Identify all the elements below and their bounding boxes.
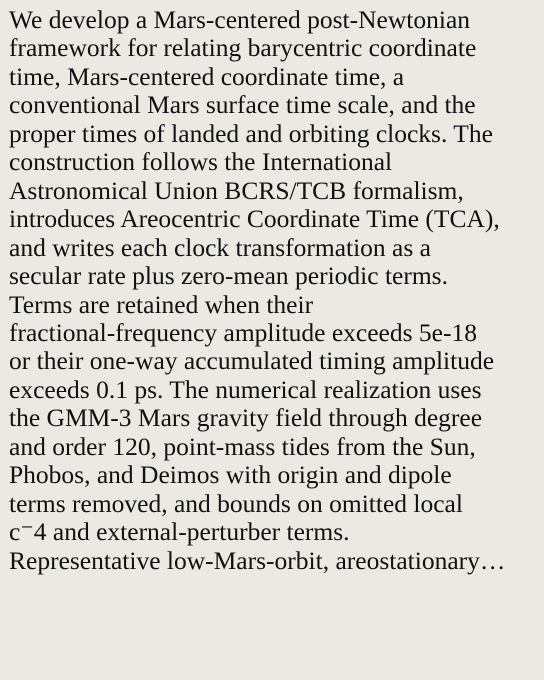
abstract-line: introduces Areocentric Coordinate Time (TCA), [9, 204, 500, 234]
abstract-line: secular rate plus zero-mean periodic terms. [9, 261, 448, 291]
abstract-line: Terms are retained when their [9, 289, 314, 319]
abstract-line: and writes each clock transformation as a [9, 232, 431, 262]
abstract-line: exceeds 0.1 ps. The numerical realization uses [9, 374, 482, 404]
abstract-line: fractional-frequency amplitude exceeds 5e-18 [9, 317, 477, 347]
abstract-line: framework for relating barycentric coordinate [9, 33, 477, 63]
abstract-line: time, Mars-centered coordinate time, a [9, 61, 405, 91]
abstract-line: conventional Mars surface time scale, and the [9, 90, 476, 120]
abstract-line: construction follows the International [9, 147, 393, 177]
abstract-line: proper times of landed and orbiting clocks. The [9, 118, 493, 148]
abstract-line: or their one-way accumulated timing amplitude [9, 346, 495, 376]
abstract-text [9, 6, 534, 575]
abstract-line: Astronomical Union BCRS/TCB formalism, [9, 175, 464, 205]
abstract-line: c⁻4 and external-perturber terms. [9, 517, 350, 547]
abstract-line: and order 120, point-mass tides from the Sun, [9, 431, 476, 461]
abstract-line: Representative low-Mars-orbit, areostationary… [9, 545, 506, 575]
abstract-line: terms removed, and bounds on omitted local [9, 488, 463, 518]
abstract-line: Phobos, and Deimos with origin and dipole [9, 460, 452, 490]
abstract-line: the GMM-3 Mars gravity field through degree [9, 403, 483, 433]
abstract-line: We develop a Mars-centered post-Newtonian [9, 5, 471, 34]
